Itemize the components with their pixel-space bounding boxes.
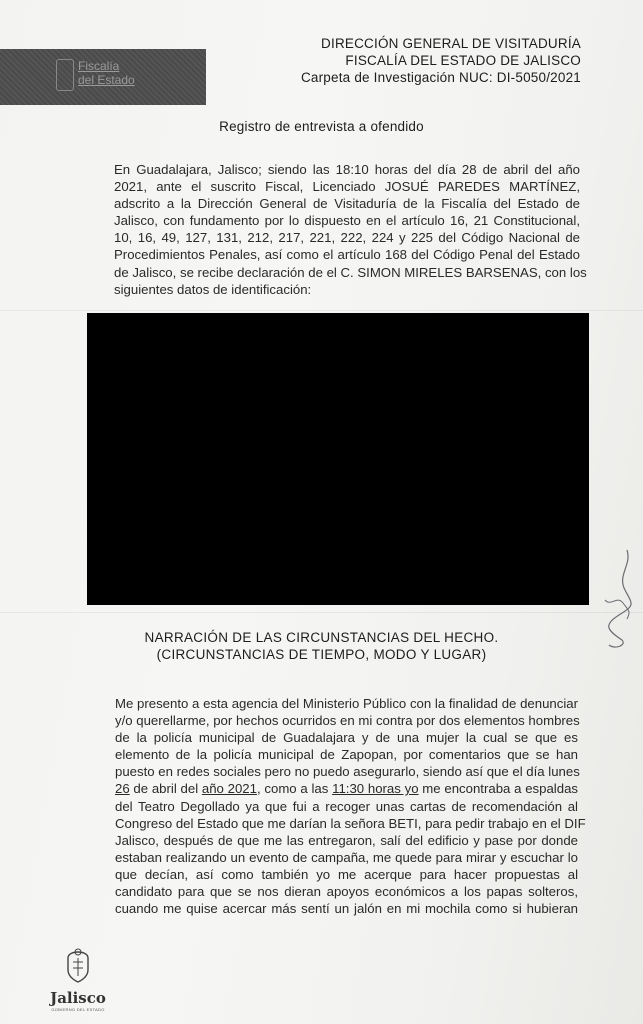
jalisco-footer-logo <box>38 946 118 1016</box>
paper-crease <box>0 310 643 311</box>
footer-subtitle: GOBIERNO DEL ESTADO <box>51 1007 105 1012</box>
intro-line: 10, 16, 49, 127, 131, 212, 217, 221, 222, 224 y 225 del Código Nacional de <box>114 230 580 246</box>
underlined-year: año 2021 <box>201 781 257 797</box>
intro-paragraph <box>114 161 587 298</box>
underlined-time: 11:30 horas yo <box>332 781 419 797</box>
narration-line: Me presento a esta agencia del Ministerio Público con la finalidad de denunciar <box>115 696 578 711</box>
narration-line: candidato para que se nos dieran apoyos económicos a los papas solteros, <box>115 884 578 900</box>
narration-paragraph <box>115 695 586 917</box>
intro-line: adscrito a la Dirección General de Visitaduría de la Fiscalía del Estado de <box>114 196 580 212</box>
narration-line: que decían, así como también yo me acerque para hacer propuestas al <box>115 866 578 882</box>
underlined-day: 26 <box>115 781 130 797</box>
intro-line: siguientes datos de identificación: <box>114 281 312 297</box>
document-title: Registro de entrevista a ofendido <box>219 119 424 134</box>
narration-line: Congreso del Estado que me darían la señora BETI, para pedir trabajo en el DIF <box>115 815 586 831</box>
section-title <box>0 629 643 663</box>
narration-line: y/o querellarme, por hechos ocurridos en mi contra por dos elementos hombres <box>115 713 580 729</box>
logo-text: Fiscalía del Estado <box>78 59 135 87</box>
header-line-1: DIRECCIÓN GENERAL DE VISITADURÍA <box>321 36 581 51</box>
redacted-identification-block <box>87 313 589 605</box>
document-header <box>301 35 581 86</box>
narration-line: del Teatro Degollado ya que fui a recoger unas cartas de recomendación al <box>115 798 578 814</box>
section-title-line-2: (CIRCUNSTANCIAS DE TIEMPO, MODO Y LUGAR) <box>156 647 487 662</box>
paper-crease <box>0 612 643 613</box>
narration-line: puesto en redes sociales pero no puedo asegurarlo, siendo así que el día lunes <box>115 764 580 780</box>
section-title-line-1: NARRACIÓN DE LAS CIRCUNSTANCIAS DEL HECHO. <box>144 630 499 645</box>
narration-line: estaban realizando un evento de campaña, me quede para mirar y escuchar lo <box>115 849 578 865</box>
intro-line: de Jalisco, se recibe declaración de el C. SIMON MIRELES BARSENAS, con los <box>114 264 587 280</box>
fiscalia-logo-block <box>0 49 206 105</box>
narration-line: de la policía municipal de Guadalajara y de una mujer la cual se que es <box>115 730 578 746</box>
narration-line: cuando me quise acercar más sentí un jalón en mi mochila como si hubieran <box>115 901 578 917</box>
footer-brand: Jalisco <box>50 989 106 1007</box>
narration-line: elemento de la policía municipal de Zapopan, por comentarios que se han <box>115 747 578 763</box>
seal-icon <box>56 59 74 91</box>
intro-line: 2021, ante el suscrito Fiscal, Licenciado JOSUÉ PAREDES MARTÍNEZ, <box>114 179 580 195</box>
intro-line: En Guadalajara, Jalisco; siendo las 18:10 horas del día 28 de abril del año <box>114 162 580 177</box>
narration-line: Jalisco, después de que me las entregaron, salí del edificio y pase por donde <box>115 832 578 848</box>
header-line-2: FISCALÍA DEL ESTADO DE JALISCO <box>345 53 581 68</box>
narration-line-underlined: 26 de abril del año 2021, como a las 11:30 horas yo me encontraba a espaldas <box>115 781 578 797</box>
crest-icon <box>63 946 93 984</box>
intro-line: Jalisco, con fundamento por lo dispuesto en el artículo 16, 21 Constitucional, <box>114 213 580 229</box>
intro-line: Procedimientos Penales, así como el artículo 168 del Código Penal del Estado <box>114 247 580 263</box>
header-case-number: Carpeta de Investigación NUC: DI-5050/2021 <box>300 70 581 85</box>
